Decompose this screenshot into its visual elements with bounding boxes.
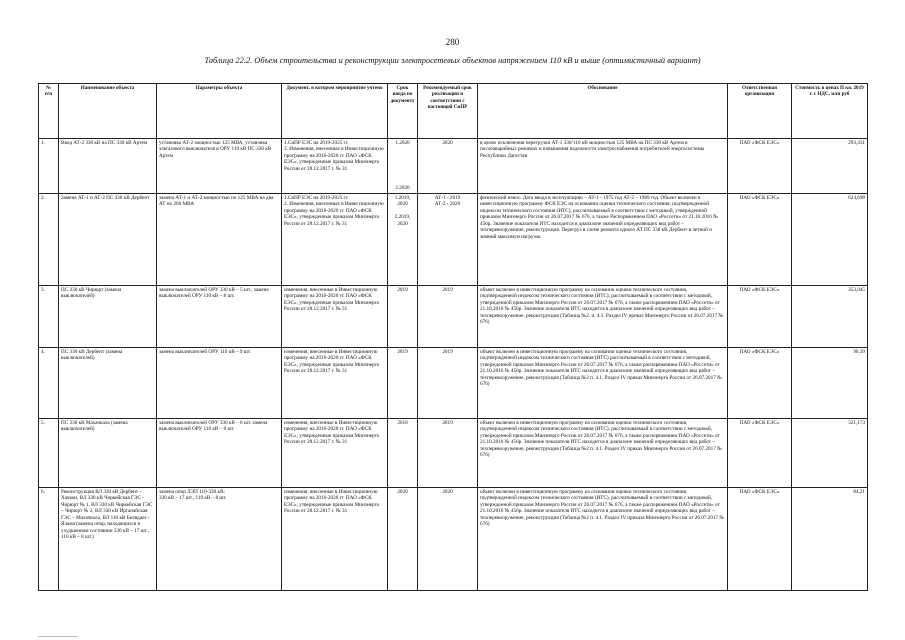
cell-recommended: 2020 <box>418 139 478 194</box>
table-row <box>39 286 868 348</box>
cell-cost: 293,431 <box>792 139 868 194</box>
cell-num: 1. <box>39 139 59 194</box>
header-deadline: Срок ввода по документу <box>388 84 418 139</box>
table-title: Таблица 22.2. Объем строительства и реконструкции электросетевых объектов напряжением 110 кВ и выше (оптимистичный вариант) <box>204 56 701 65</box>
cell-num: 4. <box>39 348 59 419</box>
header-name: Наименование объекта <box>59 84 157 139</box>
cell-document: изменения, внесенные в Инвестиционную программу на 2016-2020 гг. ПАО «ФСК ЕЭС», утвержденные приказом Минэнерго России от 28.12.2017 г. № 31 <box>282 488 388 591</box>
cell-name: Реконструкция ВЛ 330 кВ Дербент – Хачмаз, ВЛ 330 кВ Чиркейская ГЭС - Чирюрт № 1, ВЛ 330 кВ Чиркейская ГЭС – Чирюрт № 2, ВЛ 330 кВ Ирганайская ГЭС – Махачкала, ВЛ 110 кВ Беляджи – Ялама (замена опор, находящихся в ухудшенном состоянии 330 кВ – 17 шт., 110 кВ – 8 шт.) <box>59 488 157 591</box>
cell-document: 1.СиПР ЕЭС на 2019-2025 гг. 2. Изменения, внесенные в Инвестиционную программу на 2016-2020 гг. ПАО «ФСК ЕЭС», утвержденные приказом Минэнерго России от 28.12.2017 г. № 31 <box>282 139 388 194</box>
cell-cost: 353,045 <box>792 286 868 348</box>
cell-params: замена выключателей ОРУ 110 кВ – 9 шт. <box>157 348 282 419</box>
cell-params: замена АТ-1 и АТ-2 мощностью по 125 МВА на два АТ по 200 МВА <box>157 194 282 286</box>
table-row <box>39 348 868 419</box>
cell-org: ПАО «ФСК ЕЭС» <box>728 348 792 419</box>
objects-table <box>38 83 868 591</box>
cell-justification: объект включен в инвестиционную программу на основании оценки технического состояния, подтвержденной индексом технического состояния (ИТС), рассчитываемый в соответствии с методикой, утвержденной приказом Минэнерго России от 26.07.2017 № 676, а также распоряжением ПАО «Россети» от 21.10.2016 № 456р. Значение показателя ИТС находится в диапазоне значений определяющих вид работ – техперевооружение, реконструкция (Таблица №2 п. 4.1. Раздел IV приказ Минэнерго России от 26.07.2017 № 676) <box>478 419 728 488</box>
header-org: Ответственная организация <box>728 84 792 139</box>
cell-params: замена опор ЛЭП 110-330 кВ: 330 кВ – 17 шт., 110 кВ – 8 шт. <box>157 488 282 591</box>
cell-params: замена выключателей ОРУ 330 кВ – 6 шт. замена выключателей ОРУ 110 кВ – 8 шт. <box>157 419 282 488</box>
header-num: № п/п <box>39 84 59 139</box>
header-justification: Обоснование <box>478 84 728 139</box>
cell-name: ПС 330 кВ Чирюрт (замена выключателей) <box>59 286 157 348</box>
cell-justification: в целях исключения перегрузки АТ-1 330/110 кВ мощностью 125 МВА на ПС 330 кВ Артем в послеаварийных режимах и повышения надежности электроснабжения потребителей энергосистемы Республики Дагестан <box>478 139 728 194</box>
cell-org: ПАО «ФСК ЕЭС» <box>728 194 792 286</box>
cell-num: 2. <box>39 194 59 286</box>
cell-recommended: АТ-1 - 2019 АТ-2 - 2020 <box>418 194 478 286</box>
cell-org: ПАО «ФСК ЕЭС» <box>728 139 792 194</box>
table-row <box>39 488 868 591</box>
cell-justification: объект включен в инвестиционную программу на основании оценки технического состояния, подтвержденной индексом технического состояния (ИТС), рассчитываемый в соответствии с методикой, утвержденной приказом Минэнерго России от 26.07.2017 № 676, а также распоряжением ПАО «Россети» от 21.10.2016 № 456р. Значение показателя ИТС находится в диапазоне значений определяющих вид работ – техперевооружение, реконструкция (Таблица №2 п. 4.1. Раздел IV приказа Минэнерго России от 26.07.2017 № 676) <box>478 488 728 591</box>
cell-name: Замена АТ-1 и АТ-2 ПС 330 кВ Дербент <box>59 194 157 286</box>
table-header-row <box>39 84 868 139</box>
cell-recommended: 2019 <box>418 286 478 348</box>
cell-justification: объект включен в инвестиционную программу на основании оценки технического состояния, подтвержденной индексом технического состояния (ИТС), рассчитываемый в соответствии с методикой, утвержденной приказом Минэнерго России от 26.07.2017 № 676, а также распоряжением ПАО «Россети» от 21.10.2016 № 456р. Значение показателя ИТС находится в диапазоне значений определяющих вид работ – техперевооружение, реконструкция (Таблица №2. п. 4.1. Раздел IV приказ Минэнерго России от 26.07.2017 № 676) <box>478 286 728 348</box>
cell-deadline: 2019 <box>388 348 418 419</box>
cell-document: изменения, внесенные в Инвестиционную программу на 2016-2020 гг. ПАО «ФСК ЕЭС», утвержденные приказом Минэнерго России от 28.12.2017 г. № 31 <box>282 348 388 419</box>
header-document: Документ, в котором мероприятие учтено <box>282 84 388 139</box>
cell-recommended: 2020 <box>418 488 478 591</box>
cell-org: ПАО «ФСК ЕЭС» <box>728 286 792 348</box>
cell-name: ПС 330 кВ Дербент (замена выключателей) <box>59 348 157 419</box>
cell-name: ПС 330 кВ Махачкала (замена выключателей) <box>59 419 157 488</box>
cell-num: 6. <box>39 488 59 591</box>
footnote-rule <box>38 636 78 637</box>
header-params: Параметры объекта <box>157 84 282 139</box>
page-number: 280 <box>445 37 460 47</box>
header-recommended: Рекомендуемый срок реализации в соответствии с настоящей СиПР <box>418 84 478 139</box>
cell-cost: 624,698 <box>792 194 868 286</box>
cell-num: 5. <box>39 419 59 488</box>
cell-deadline: 1.2019, 2020 2.2019, 2020 <box>388 194 418 286</box>
cell-cost: 321,173 <box>792 419 868 488</box>
cell-recommended: 2019 <box>418 348 478 419</box>
cell-org: ПАО «ФСК ЕЭС» <box>728 419 792 488</box>
table-row <box>39 194 868 286</box>
header-cost: Стоимость в ценах П кв. 2019 г. с НДС, млн руб <box>792 84 868 139</box>
cell-justification: объект включен в инвестиционную программу на основании оценки технического состояния, подтвержденной индексом технического состояния (ИТС) рассчитываемый в соответствии с методикой, утвержденной приказом Минэнерго России от 26.07.2017 № 676, а также распоряжением ПАО «Россети» от 21.10.2016 № 456р. Значение показателя ИТС находится в диапазоне значений определяющих вид работ – техперевооружение, реконструкция (Таблица №2 п. 4.1. Раздел IV приказ Минэнерго России от 26.07.2017 № 676) <box>478 348 728 419</box>
table-row <box>39 419 868 488</box>
cell-name: Ввод АТ-2 330 кВ на ПС 330 кВ Артем <box>59 139 157 194</box>
cell-num: 3. <box>39 286 59 348</box>
cell-org: ПАО «ФСК ЕЭС» <box>728 488 792 591</box>
cell-params: замена выключателей ОРУ 330 кВ – 5 шт., замена выключателей ОРУ 110 кВ – 8 шт. <box>157 286 282 348</box>
cell-deadline: 1.2020 2.2020 <box>388 139 418 194</box>
cell-justification: физический износ. Дата ввода в эксплуатацию – АТ-1 - 1975 год АТ-2 – 1989 год. Объект включен в инвестиционную программу ФСК ЕЭС на основании оценки технического состояния, подтвержденной индексом технического состояния (ИТС), рассчитываемый в соответствии с методикой, утвержденной приказом Минэнерго России от 26.07.2017 № 676, а также Распоряжением ПАО «Россети» от 21.10.2016 № 456р. Значение показателя ИТС находится в диапазоне значений определяющих вид работ – техперевооружение, реконструкция. Перегруз в схеме ремонта одного АТ ПС 330 кВ Дербент в летний и зимний максимум нагрузок <box>478 194 728 286</box>
cell-document: изменения, внесенные в Инвестиционную программу на 2016-2020 гг. ПАО «ФСК ЕЭС», утвержденные приказом Минэнерго России от 28.12.2017 г. № 31 <box>282 286 388 348</box>
cell-deadline: 2019 <box>388 286 418 348</box>
cell-deadline: 2020 <box>388 488 418 591</box>
cell-document: изменения, внесенные в Инвестиционную программу на 2016-2020 гг. ПАО «ФСК ЕЭС», утвержденные приказом Минэнерго России от 28.12.2017 г. № 31 <box>282 419 388 488</box>
cell-params: установка АТ-2 мощностью 125 МВА, установка элегазового выключателя в ОРУ 110 кВ ПС 330 кВ Артем <box>157 139 282 194</box>
cell-document: 1.СиПР ЕЭС на 2019-2025 гг. 2. Изменения, внесенные в Инвестиционную программу на 2016-2020 гг. ПАО «ФСК ЕЭС», утвержденные приказом Минэнерго России от 28.12.2017 г. № 31 <box>282 194 388 286</box>
cell-deadline: 2018 <box>388 419 418 488</box>
cell-cost: 84,21 <box>792 488 868 591</box>
cell-cost: 90,39 <box>792 348 868 419</box>
cell-recommended: 2019 <box>418 419 478 488</box>
table-row <box>39 139 868 194</box>
